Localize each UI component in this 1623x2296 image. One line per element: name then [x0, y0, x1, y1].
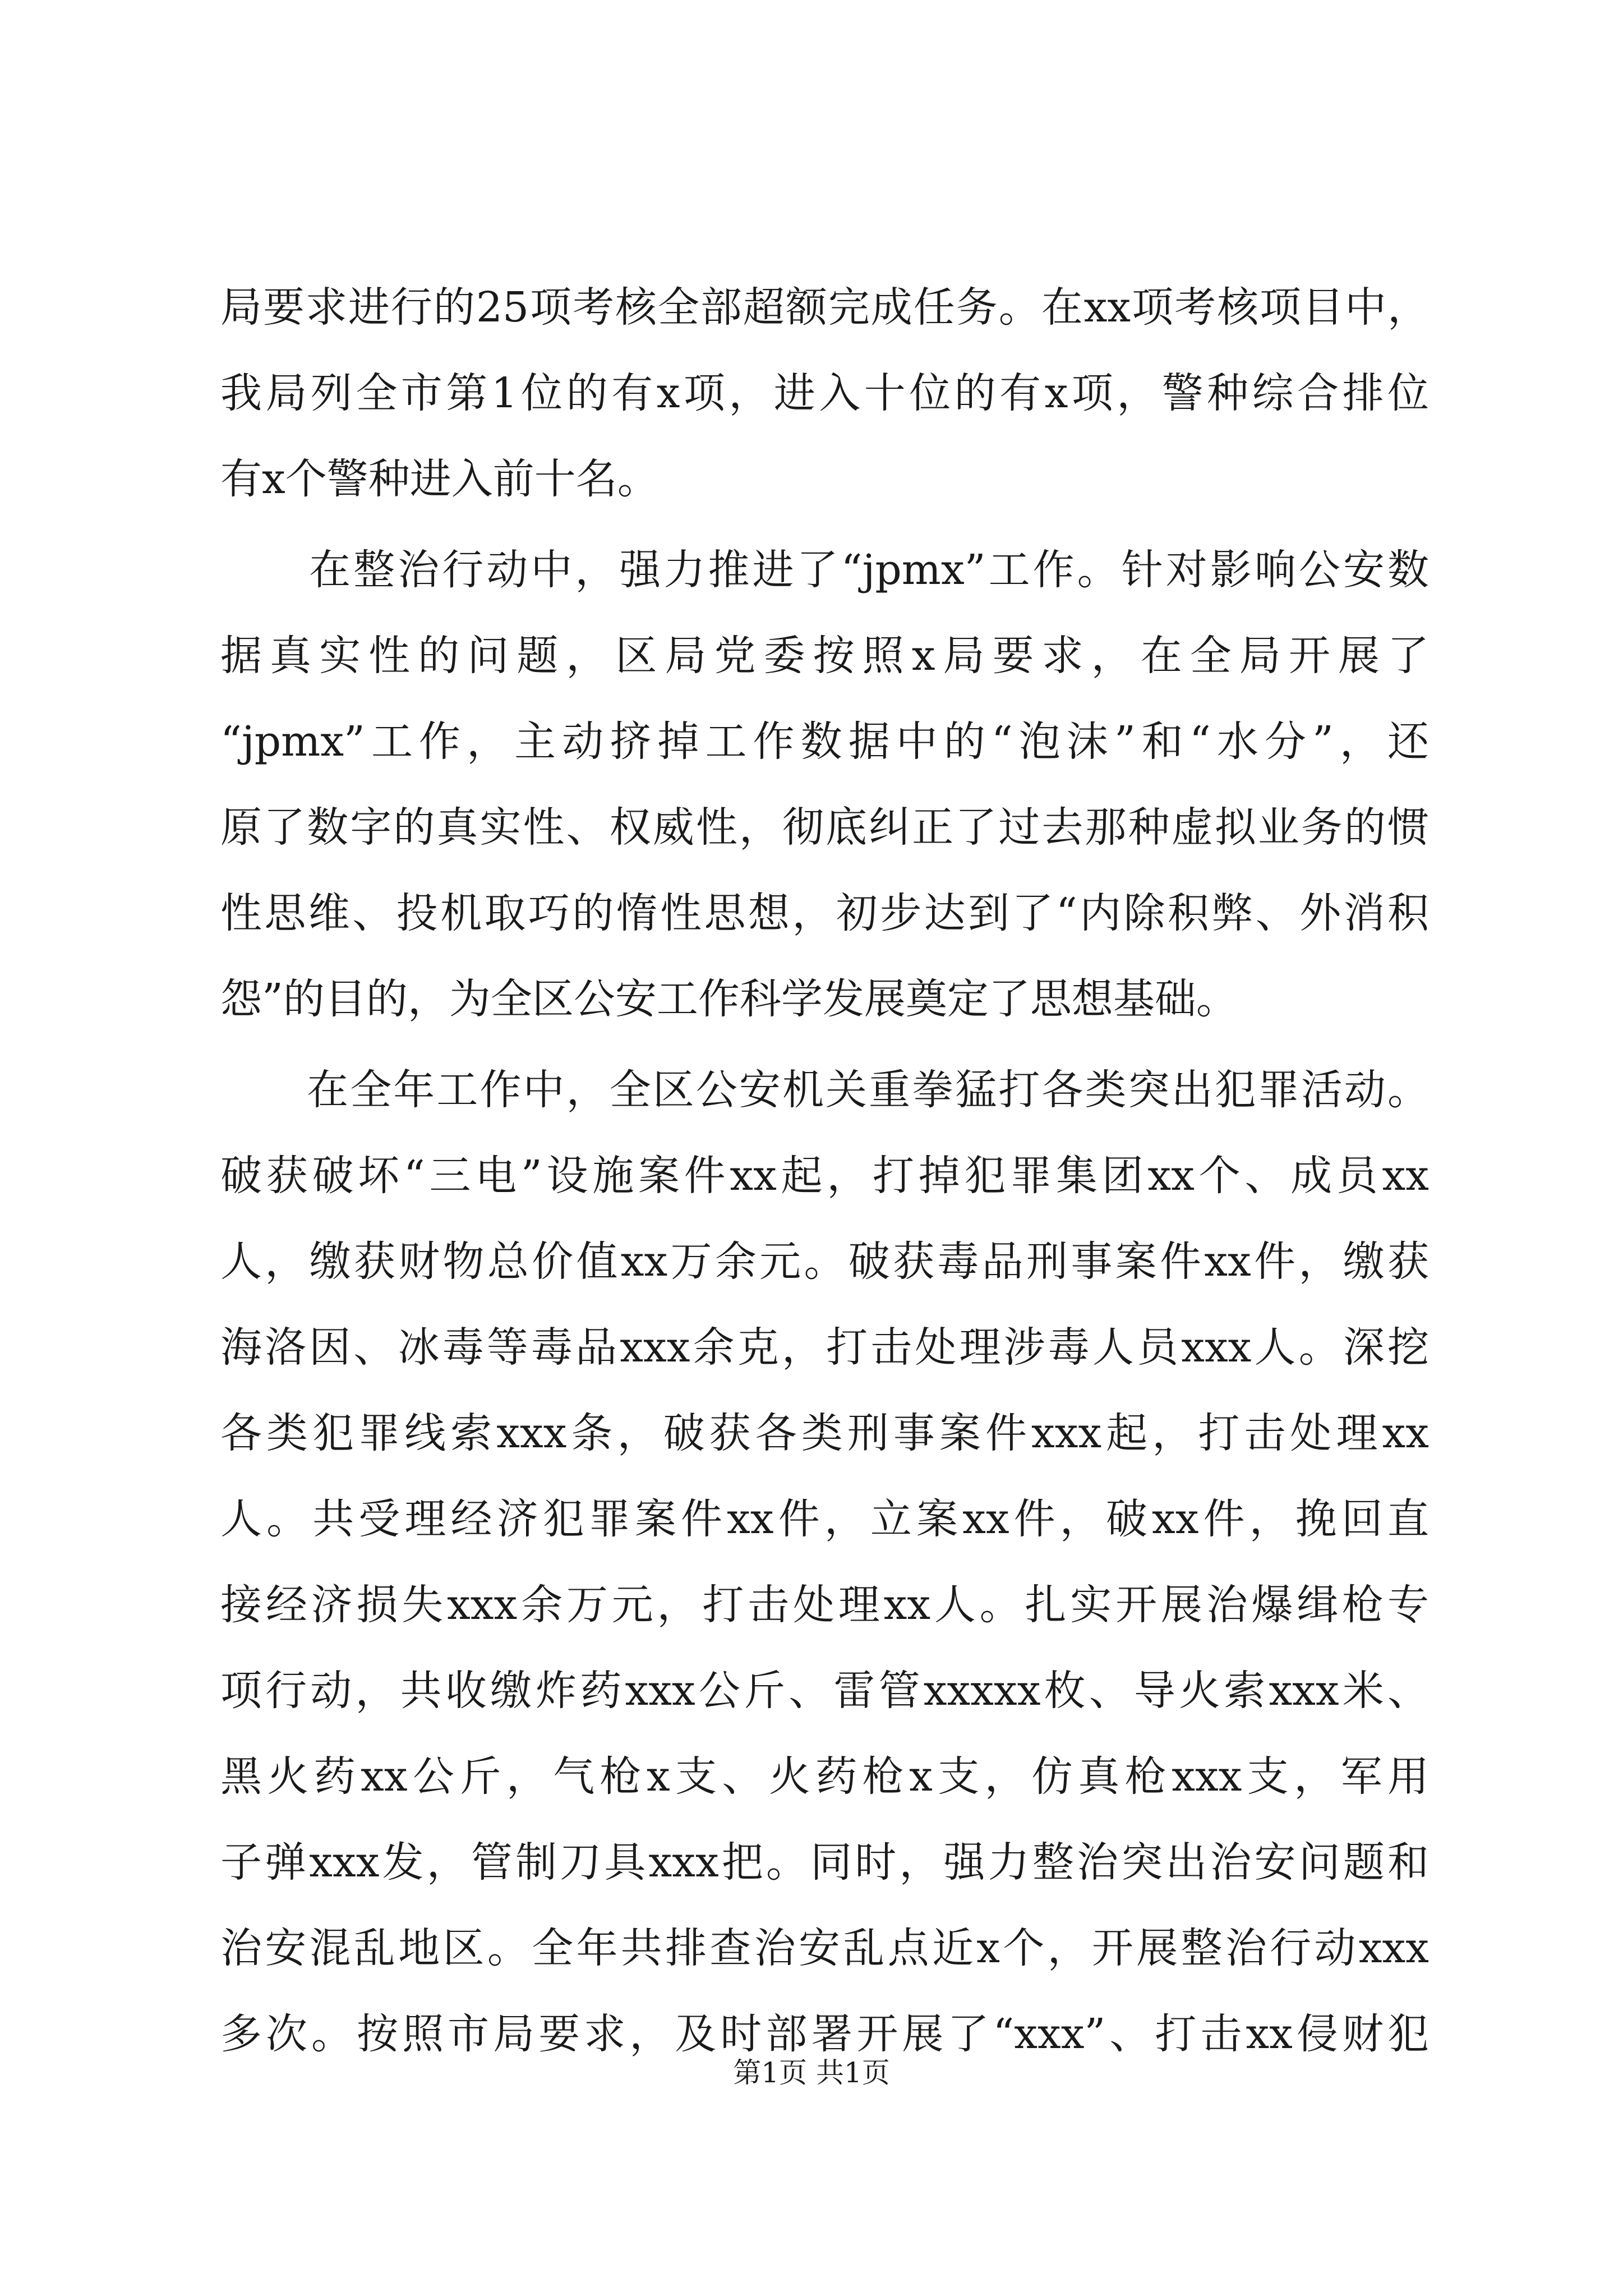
paragraph-3	[220, 1047, 1429, 2077]
text-line: 在整治行动中，强力推进了“jpmx”工作。针对影响公安数	[220, 546, 1429, 594]
text-line: 项行动，共收缴炸药xxx公斤、雷管xxxxx枚、导火索xxx米、	[220, 1667, 1429, 1715]
text-line: 治安混乱地区。全年共排查治安乱点近x个，开展整治行动xxx	[220, 1924, 1429, 1972]
text-line: 破获破坏“三电”设施案件xx起，打掉犯罪集团xx个、成员xx	[220, 1152, 1429, 1200]
text-line: 接经济损失xxx余万元，打击处理xx人。扎实开展治爆缉枪专	[220, 1581, 1429, 1629]
text-line: 子弹xxx发，管制刀具xxx把。同时，强力整治突出治安问题和	[220, 1838, 1429, 1887]
paragraph-gap	[220, 522, 1429, 527]
text-line: 我局列全市第1位的有x项，进入十位的有x项，警种综合排位	[220, 369, 1429, 417]
body-text	[220, 265, 1429, 2077]
text-line: 怨”的目的，为全区公安工作科学发展奠定了思想基础。	[220, 975, 1238, 1023]
text-line: 各类犯罪线索xxx条，破获各类刑事案件xxx起，打击处理xx	[220, 1409, 1429, 1457]
text-line: 局要求进行的25项考核全部超额完成任务。在xx项考核项目中，	[220, 283, 1429, 332]
text-line: 在全年工作中，全区公安机关重拳猛打各类突出犯罪活动。	[220, 1066, 1429, 1114]
text-line: 人。共受理经济犯罪案件xx件，立案xx件，破xx件，挽回直	[220, 1495, 1429, 1543]
paragraph-gap	[220, 1042, 1429, 1047]
paragraph-1	[220, 265, 1429, 522]
text-line: 性思维、投机取巧的惰性思想，初步达到了“内除积弊、外消积	[220, 889, 1429, 937]
text-line: “jpmx”工作，主动挤掉工作数据中的“泡沫”和“水分”，还	[220, 717, 1429, 766]
text-line: 据真实性的问题，区局党委按照x局要求，在全局开展了	[220, 632, 1429, 680]
text-line: 有x个警种进入前十名。	[220, 455, 659, 503]
text-line: 黑火药xx公斤，气枪x支、火药枪x支，仿真枪xxx支，军用	[220, 1752, 1429, 1801]
text-line: 多次。按照市局要求，及时部署开展了“xxx”、打击xx侵财犯	[220, 2010, 1429, 2058]
paragraph-2	[220, 527, 1429, 1042]
text-line: 原了数字的真实性、权威性，彻底纠正了过去那种虚拟业务的惯	[220, 803, 1429, 852]
page-footer: 第1页 共1页	[733, 2056, 890, 2089]
text-line: 人，缴获财物总价值xx万余元。破获毒品刑事案件xx件，缴获	[220, 1237, 1429, 1286]
text-line: 海洛因、冰毒等毒品xxx余克，打击处理涉毒人员xxx人。深挖	[220, 1323, 1429, 1372]
